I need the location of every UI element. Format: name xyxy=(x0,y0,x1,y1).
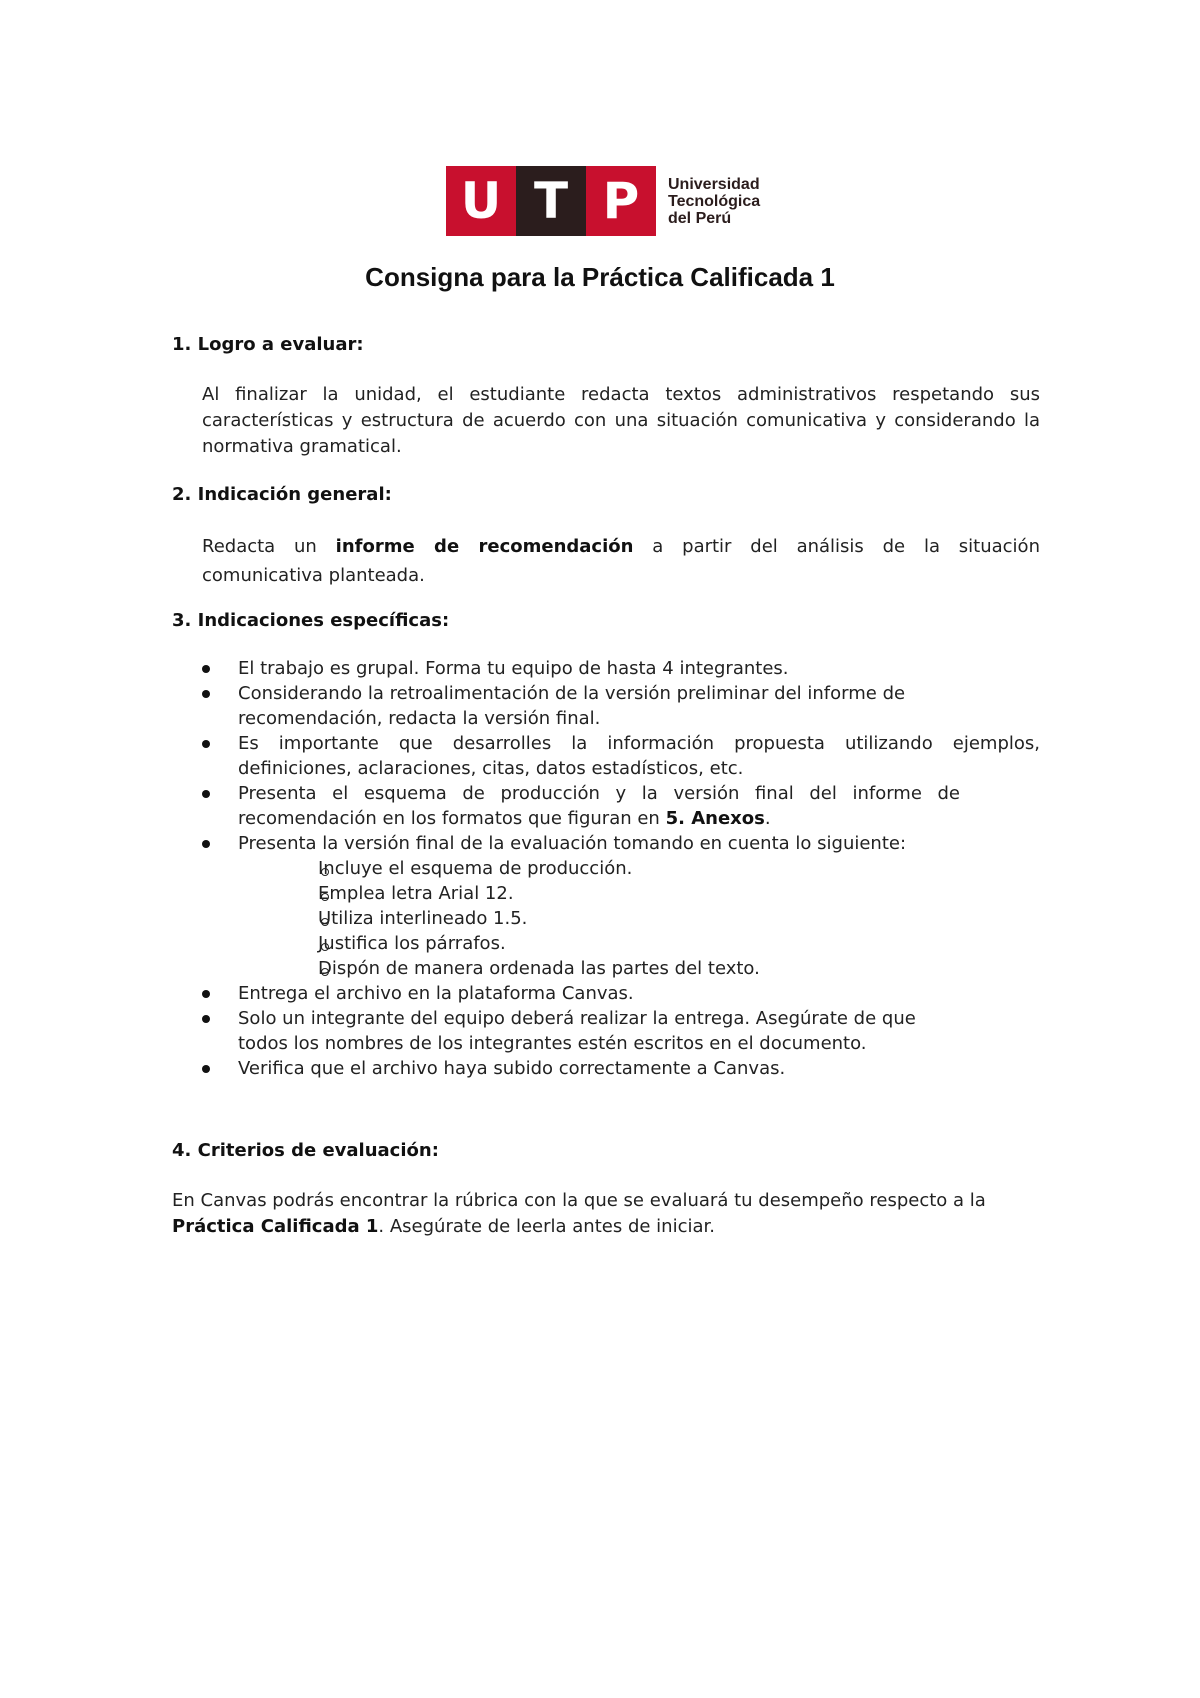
sublist-item xyxy=(238,856,1040,881)
circle-bullet-icon xyxy=(321,943,329,951)
list-item-text: El trabajo es grupal. Forma tu equipo de hasta 4 integrantes. xyxy=(238,658,789,679)
list-item xyxy=(200,731,1040,781)
utp-logo xyxy=(446,166,760,236)
section-2-bold-term: informe de recomendación xyxy=(335,536,634,557)
bullet-icon xyxy=(202,990,210,998)
section-2-heading: 2. Indicación general: xyxy=(172,484,392,505)
specific-indications-list xyxy=(200,656,1040,1081)
sublist-item xyxy=(238,881,1040,906)
list-item-text: Es importante que desarrolles la información propuesta utilizando ejemplos, definiciones, aclaraciones, citas, datos estadísticos, etc. xyxy=(238,733,1040,779)
bullet-icon xyxy=(202,690,210,698)
logo-line-3: del Perú xyxy=(668,209,732,227)
circle-bullet-icon xyxy=(321,868,329,876)
document-title: Consigna para la Práctica Calificada 1 xyxy=(365,262,835,292)
section-2-line-1 xyxy=(202,534,1040,560)
logo-university-name xyxy=(668,176,760,227)
logo-letter-u: U xyxy=(446,166,516,236)
sublist-item xyxy=(238,956,1040,981)
sublist-item-text: Emplea letra Arial 12. xyxy=(318,883,514,904)
section-4-bold-term: Práctica Calificada 1 xyxy=(172,1216,379,1237)
list-item-text: Solo un integrante del equipo deberá realizar la entrega. Asegúrate de que todos los nombres de los integrantes estén escritos en el documento. xyxy=(238,1008,916,1054)
list-item xyxy=(200,1056,1040,1081)
circle-bullet-icon xyxy=(321,893,329,901)
bullet-icon xyxy=(202,790,210,798)
list-item xyxy=(200,656,1040,681)
list-item-text: Presenta la versión final de la evaluación tomando en cuenta lo siguiente: xyxy=(238,833,907,854)
sublist-item xyxy=(238,906,1040,931)
logo-letter-p: P xyxy=(586,166,656,236)
logo-line-2: Tecnológica xyxy=(668,192,761,210)
bullet-icon xyxy=(202,1065,210,1073)
section-3-heading: 3. Indicaciones específicas: xyxy=(172,610,450,631)
circle-bullet-icon xyxy=(321,918,329,926)
list-item-text: Presenta el esquema de producción y la versión final del informe de recomendación en los formatos que figuran en xyxy=(238,783,960,829)
sublist-item xyxy=(238,931,1040,956)
list-item-text: Verifica que el archivo haya subido correctamente a Canvas. xyxy=(238,1058,786,1079)
sublist-item-text: Dispón de manera ordenada las partes del texto. xyxy=(318,958,760,979)
logo-line-1: Universidad xyxy=(668,175,760,193)
list-item xyxy=(200,1006,1040,1056)
section-4-text-before: En Canvas podrás encontrar la rúbrica con la que se evaluará tu desempeño respecto a la xyxy=(172,1190,986,1211)
bullet-icon xyxy=(202,665,210,673)
list-item xyxy=(200,681,1040,731)
section-1-heading: 1. Logro a evaluar: xyxy=(172,334,364,355)
logo-letter-t: T xyxy=(516,166,586,236)
section-2-text-before: Redacta un xyxy=(202,536,317,557)
section-1-text: Al finalizar la unidad, el estudiante redacta textos administrativos respetando sus características y estructura de acuerdo con una situación comunicativa y considerando la normativa gramatical. xyxy=(202,384,1040,457)
list-item-end: . xyxy=(764,808,771,829)
bullet-icon xyxy=(202,840,210,848)
sublist-item-text: Utiliza interlineado 1.5. xyxy=(318,908,528,929)
bullet-icon xyxy=(202,1015,210,1023)
section-4-text-after: . Asegúrate de leerla antes de iniciar. xyxy=(378,1216,715,1237)
annex-reference: 5. Anexos xyxy=(665,808,765,829)
list-item xyxy=(200,781,1040,831)
section-2-text-after: a partir del análisis de la situación xyxy=(652,536,1040,557)
bullet-icon xyxy=(202,740,210,748)
section-4-heading: 4. Criterios de evaluación: xyxy=(172,1140,439,1161)
section-4-text xyxy=(172,1188,1040,1240)
list-item xyxy=(200,981,1040,1006)
list-item xyxy=(200,831,1040,981)
list-item-text: Entrega el archivo en la plataforma Canvas. xyxy=(238,983,634,1004)
sublist-item-text: Incluye el esquema de producción. xyxy=(318,858,633,879)
section-2-text xyxy=(202,534,1040,589)
sublist-item-text: Justifica los párrafos. xyxy=(318,933,506,954)
section-2-line-2: comunicativa planteada. xyxy=(202,565,425,586)
circle-bullet-icon xyxy=(321,968,329,976)
format-sublist xyxy=(238,856,1040,981)
list-item-text: Considerando la retroalimentación de la versión preliminar del informe de recomendación, redacta la versión final. xyxy=(238,683,906,729)
